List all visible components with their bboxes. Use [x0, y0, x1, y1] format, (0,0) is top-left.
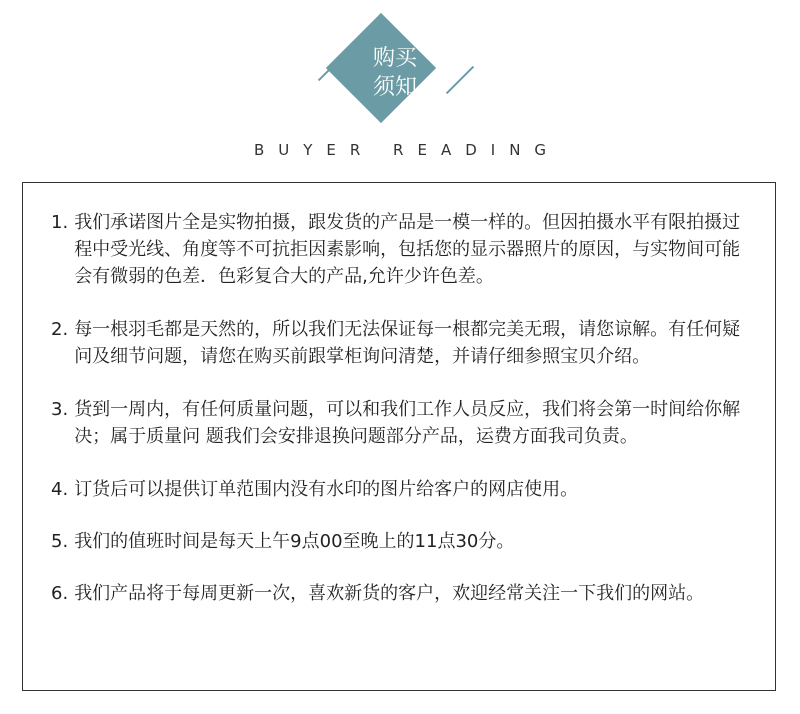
notice-text: 我们产品将于每周更新一次，喜欢新货的客户，欢迎经常关注一下我们的网站。 — [74, 583, 705, 604]
notice-item — [51, 580, 741, 607]
header — [0, 0, 800, 175]
notice-item — [51, 476, 741, 503]
page-title — [345, 44, 445, 102]
notice-item — [51, 396, 741, 450]
notice-item — [51, 316, 741, 370]
notice-number: 4. — [51, 479, 69, 500]
page-subtitle: BUYER READING — [253, 141, 561, 159]
notice-box — [22, 182, 776, 691]
notice-text: 订货后可以提供订单范围内没有水印的图片给客户的网店使用。 — [74, 479, 579, 500]
decorative-slash-right — [446, 66, 474, 94]
notice-item — [51, 209, 741, 290]
title-line-2: 须知 — [372, 75, 417, 100]
notice-text: 我们承诺图片全是实物拍摄，跟发货的产品是一模一样的。但因拍摄水平有限拍摄过程中受光线、角度等不可抗拒因素影响，包括您的显示器照片的原因，与实物间可能会有微弱的色差．色彩复合大的产品,允许少许色差。 — [74, 212, 741, 287]
notice-list — [51, 209, 741, 607]
notice-text: 货到一周内，有任何质量问题，可以和我们工作人员反应，我们将会第一时间给你解决；属于质量问 题我们会安排退换问题部分产品，运费方面我司负责。 — [74, 399, 741, 447]
notice-number: 5. — [51, 531, 69, 552]
notice-number: 3. — [51, 399, 69, 420]
notice-number: 1. — [51, 212, 69, 233]
notice-text: 每一根羽毛都是天然的，所以我们无法保证每一根都完美无瑕，请您谅解。有任何疑问及细节问题，请您在购买前跟掌柜询问清楚，并请仔细参照宝贝介绍。 — [74, 319, 741, 367]
notice-item — [51, 528, 741, 555]
notice-number: 2. — [51, 319, 69, 340]
notice-text: 我们的值班时间是每天上午9点00至晚上的11点30分。 — [74, 531, 515, 552]
title-line-1: 购买 — [372, 46, 417, 71]
notice-number: 6. — [51, 583, 69, 604]
